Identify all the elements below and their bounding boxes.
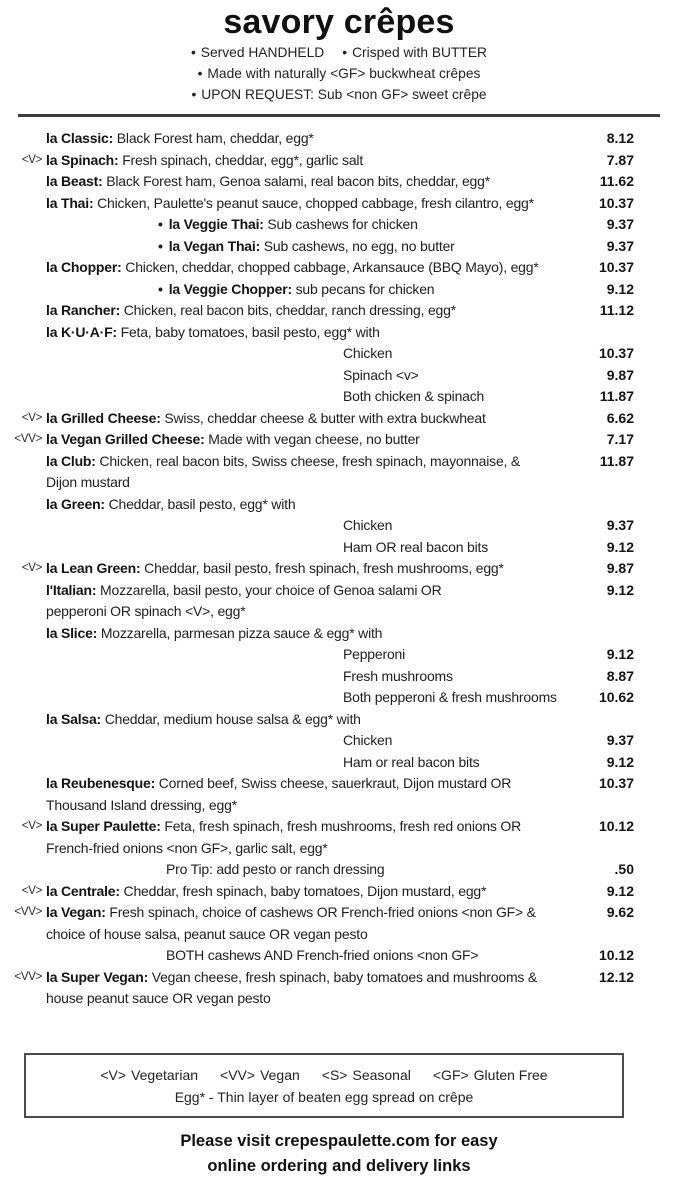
item-price: 12.12 (598, 968, 634, 985)
item-price: 10.12 (598, 818, 634, 834)
egg-note: Egg* - Thin layer of beaten egg spread on crêpe (174, 1088, 474, 1105)
item-price: 10.62 (598, 689, 634, 705)
menu-row-content (46, 128, 574, 150)
footer-line-2: online ordering and delivery links (207, 1156, 471, 1175)
header-bullet-text: Made with naturally <GF> buckwheat crêpes (207, 66, 481, 81)
item-price (574, 494, 634, 516)
item-name: l'Italian: (46, 581, 101, 598)
item-name: la Lean Green: (46, 560, 145, 576)
diet-tag (0, 752, 46, 774)
item-name: la Green: (46, 495, 109, 512)
diet-tag (0, 945, 46, 967)
item-desc-continued: Dijon mustard (46, 474, 130, 490)
item-desc: Chicken, cheddar, chopped cabbage, Arkansauce (BBQ Mayo), egg* (125, 259, 539, 275)
menu-row-content (46, 580, 574, 623)
menu-row-content (46, 171, 574, 193)
diet-tag: <V> (21, 562, 42, 574)
item-desc: Both chicken & spinach (343, 388, 485, 404)
diet-tag (0, 687, 46, 709)
legend-box (24, 1053, 624, 1118)
item-price: 9.12 (606, 882, 634, 899)
menu-row (0, 193, 634, 215)
item-price: 8.12 (606, 130, 634, 146)
item-desc: Ham OR real bacon bits (343, 538, 488, 555)
item-name: la K·U·A·F: (46, 323, 121, 340)
item-desc: Chicken (343, 732, 393, 748)
menu-row (0, 279, 634, 301)
item-price: 7.17 (606, 431, 634, 447)
legend-tag: <VV> (220, 1066, 256, 1083)
divider-rule (18, 114, 660, 117)
header-bullet-item (191, 42, 324, 63)
legend-tags-line (32, 1064, 616, 1086)
menu-row (0, 300, 634, 322)
item-price (574, 322, 634, 344)
menu-row-content (46, 558, 574, 580)
menu-row-content (46, 752, 574, 774)
item-desc: Spinach <v> (343, 366, 419, 383)
diet-tag: <VV> (14, 433, 42, 445)
item-price: 9.12 (606, 280, 634, 297)
menu-row-content (46, 193, 574, 215)
item-desc: Cheddar, basil pesto, egg* with (108, 495, 296, 512)
item-name: la Reubenesque: (46, 775, 159, 791)
diet-tag (0, 859, 46, 881)
item-desc-continued: pepperoni OR spinach <V>, egg* (46, 603, 246, 619)
legend-label: Vegetarian (131, 1066, 199, 1083)
item-desc: Cheddar, basil pesto, fresh spinach, fresh mushrooms, egg* (144, 560, 504, 576)
item-price: 9.12 (606, 581, 634, 598)
diet-tag (0, 128, 46, 150)
item-price: 10.37 (598, 194, 634, 211)
item-desc-continued: house peanut sauce OR vegan pesto (46, 990, 271, 1006)
menu-row-content (46, 451, 574, 494)
menu-row (0, 687, 634, 709)
page-title: savory crêpes (223, 3, 455, 41)
menu-row (0, 666, 634, 688)
item-price: 9.12 (606, 753, 634, 770)
diet-tag (0, 623, 46, 645)
diet-tag (0, 580, 46, 623)
item-price: 9.37 (606, 732, 634, 748)
item-price: 9.12 (606, 646, 634, 662)
footer-note (0, 1129, 678, 1179)
item-desc: Chicken, real bacon bits, Swiss cheese, fresh spinach, mayonnaise, & (99, 452, 521, 469)
diet-tag (0, 322, 46, 344)
item-price: 6.62 (606, 409, 634, 426)
item-name: la Beast: (46, 173, 107, 189)
legend-tag: <S> (321, 1066, 348, 1083)
item-name: la Vegan Thai: (168, 237, 264, 254)
item-price: 9.87 (606, 366, 634, 383)
menu-row (0, 451, 634, 494)
item-desc: Pepperoni (343, 646, 406, 662)
legend-label: Vegan (260, 1066, 300, 1083)
menu-row-content (46, 687, 574, 709)
menu-row (0, 343, 634, 365)
header-bullet-list (0, 42, 678, 105)
item-price: 10.37 (598, 775, 634, 791)
item-name: la Vegan Grilled Cheese: (46, 431, 209, 447)
item-desc: Fresh spinach, choice of cashews OR French-fried onions <non GF> & (109, 904, 536, 920)
menu-row (0, 214, 634, 236)
footer-line-1: Please visit crepespaulette.com for easy (180, 1131, 498, 1150)
diet-tag (0, 515, 46, 537)
item-price: 9.37 (606, 237, 634, 254)
header-bullet-line (0, 63, 678, 84)
menu-row-content (46, 365, 574, 387)
bullet-icon: • (190, 45, 196, 60)
legend-entry (220, 1064, 300, 1086)
item-price: .50 (614, 861, 634, 877)
diet-tag: <V> (21, 884, 42, 897)
diet-tag (0, 644, 46, 666)
item-desc: Cheddar, medium house salsa & egg* with (104, 710, 361, 727)
menu-row-content (46, 300, 574, 322)
diet-tag (0, 494, 46, 516)
item-price: 7.87 (606, 151, 634, 168)
item-price: 8.87 (606, 667, 634, 684)
item-desc: Chicken (343, 517, 393, 533)
menu-row (0, 580, 634, 623)
menu-row (0, 236, 634, 258)
header-bullet-line (0, 42, 678, 63)
menu-row-content (46, 644, 574, 666)
item-desc: Pro Tip: add pesto or ranch dressing (166, 861, 385, 877)
menu-row (0, 558, 634, 580)
item-desc: Chicken, Paulette's peanut sauce, chopped cabbage, fresh cilantro, egg* (97, 194, 534, 211)
menu-row-content (46, 773, 574, 816)
diet-tag: <VV> (14, 906, 42, 918)
diet-tag (0, 214, 46, 236)
item-name: la Club: (46, 452, 100, 469)
diet-tag (0, 257, 46, 279)
menu-row-content (46, 816, 574, 859)
menu-row (0, 429, 634, 451)
menu-row-content (46, 257, 574, 279)
header-bullet-line (0, 84, 678, 105)
item-name: la Slice: (46, 624, 101, 641)
menu-row (0, 709, 634, 731)
menu-row-content (46, 881, 574, 903)
legend-entry (433, 1064, 548, 1086)
menu-row (0, 881, 634, 903)
menu-row (0, 644, 634, 666)
item-name: la Classic: (46, 130, 117, 146)
header-bullet-item (191, 84, 486, 105)
bullet-icon: • (197, 66, 203, 81)
menu-row (0, 816, 634, 859)
menu-row (0, 537, 634, 559)
item-desc-continued: French-fried onions <non GF>, garlic salt, egg* (46, 839, 328, 856)
menu-row-content (46, 623, 574, 645)
menu-row-content (46, 236, 574, 258)
menu-row (0, 773, 634, 816)
legend-label: Seasonal (352, 1066, 411, 1083)
item-desc: Black Forest ham, Genoa salami, real bacon bits, cheddar, egg* (106, 173, 490, 189)
item-desc: Chicken, real bacon bits, cheddar, ranch dressing, egg* (123, 302, 456, 318)
legend-entry (322, 1064, 411, 1086)
item-desc: Mozzarella, parmesan pizza sauce & egg* with (100, 624, 383, 641)
item-name: la Super Vegan: (46, 968, 152, 985)
menu-row-content (46, 666, 574, 688)
menu-row (0, 494, 634, 516)
bullet-icon: • (158, 216, 163, 232)
menu-row (0, 365, 634, 387)
diet-tag (0, 709, 46, 731)
item-desc: Corned beef, Swiss cheese, sauerkraut, Dijon mustard OR (158, 775, 512, 791)
item-name: la Rancher: (46, 302, 124, 318)
item-name: la Spinach: (46, 151, 123, 168)
menu-row-content (46, 494, 574, 516)
item-price (574, 709, 634, 731)
menu-row (0, 171, 634, 193)
item-name: la Salsa: (46, 710, 105, 727)
item-desc: Black Forest ham, cheddar, egg* (116, 130, 314, 146)
diet-tag (0, 730, 46, 752)
item-desc: Cheddar, fresh spinach, baby tomatoes, Dijon mustard, egg* (123, 882, 487, 899)
item-desc: Chicken (343, 345, 393, 361)
menu-row (0, 128, 634, 150)
diet-tag (0, 343, 46, 365)
menu-row (0, 322, 634, 344)
diet-tag (0, 365, 46, 387)
item-price: 9.12 (606, 538, 634, 555)
menu-row-content (46, 967, 574, 1010)
diet-tag (0, 451, 46, 494)
item-desc: Sub cashews, no egg, no butter (263, 237, 455, 254)
menu-row-content (46, 537, 574, 559)
menu-row-content (46, 322, 574, 344)
item-price: 11.87 (599, 452, 634, 469)
bullet-icon: • (342, 45, 348, 60)
diet-tag (0, 300, 46, 322)
diet-tag (0, 236, 46, 258)
diet-tag (0, 666, 46, 688)
header-bullet-text: UPON REQUEST: Sub <non GF> sweet crêpe (201, 87, 487, 102)
menu-row (0, 945, 634, 967)
menu-row-content (46, 343, 574, 365)
menu-row-content (46, 214, 574, 236)
menu-row (0, 902, 634, 945)
menu-row-content (46, 429, 574, 451)
menu-row (0, 257, 634, 279)
menu-row (0, 515, 634, 537)
menu-row-content (46, 150, 574, 172)
item-price: 11.12 (599, 302, 634, 318)
item-name: la Vegan: (46, 904, 110, 920)
menu-row-content (46, 730, 574, 752)
diet-tag (0, 386, 46, 408)
diet-tag (0, 193, 46, 215)
item-name: la Veggie Thai: (168, 216, 268, 232)
diet-tag (0, 537, 46, 559)
bullet-icon: • (158, 237, 163, 254)
menu-row-content (46, 279, 574, 301)
menu-row-content (46, 408, 574, 430)
item-name: la Chopper: (46, 259, 126, 275)
item-price: 9.37 (606, 517, 634, 533)
item-desc: sub pecans for chicken (295, 280, 435, 297)
item-price: 11.62 (599, 173, 634, 189)
menu-row (0, 623, 634, 645)
menu-row-content (46, 945, 574, 967)
item-desc: Ham or real bacon bits (343, 753, 480, 770)
item-price (574, 623, 634, 645)
item-desc-continued: choice of house salsa, peanut sauce OR vegan pesto (46, 925, 368, 942)
diet-tag (0, 171, 46, 193)
item-price: 10.37 (598, 345, 634, 361)
diet-tag: <V> (21, 153, 42, 166)
diet-tag: <V> (21, 411, 42, 424)
item-name: la Thai: (46, 194, 98, 211)
menu-row (0, 408, 634, 430)
diet-tag (0, 279, 46, 301)
item-desc: Fresh mushrooms (343, 667, 453, 684)
menu-row (0, 730, 634, 752)
bullet-icon: • (191, 87, 197, 102)
menu-header (0, 0, 678, 105)
item-name: la Veggie Chopper: (168, 280, 296, 297)
bullet-icon: • (158, 280, 163, 297)
item-name: la Grilled Cheese: (46, 409, 165, 426)
menu-row-content (46, 515, 574, 537)
item-desc: BOTH cashews AND French-fried onions <non GF> (166, 947, 479, 963)
diet-tag: <VV> (14, 970, 42, 983)
legend-tag: <GF> (432, 1066, 469, 1083)
header-bullet-item (198, 63, 481, 84)
diet-tag (0, 773, 46, 816)
legend-label: Gluten Free (473, 1066, 548, 1083)
menu-row (0, 386, 634, 408)
item-desc: Both pepperoni & fresh mushrooms (343, 689, 557, 705)
menu-row-content (46, 709, 574, 731)
header-bullet-item (342, 42, 487, 63)
item-desc: Feta, fresh spinach, fresh mushrooms, fresh red onions OR (164, 818, 522, 834)
item-price: 9.37 (606, 216, 634, 232)
item-desc: Mozzarella, basil pesto, your choice of Genoa salami OR (100, 581, 442, 598)
legend-tag: <V> (100, 1066, 127, 1083)
item-desc: Sub cashews for chicken (267, 216, 418, 232)
item-desc: Vegan cheese, fresh spinach, baby tomatoes and mushrooms & (151, 968, 538, 985)
menu-row-content (46, 386, 574, 408)
header-bullet-text: Served HANDHELD (200, 45, 325, 60)
diet-tag: <V> (21, 820, 42, 832)
item-desc-continued: Thousand Island dressing, egg* (46, 796, 237, 813)
menu-row-content (46, 902, 574, 945)
item-desc: Fresh spinach, cheddar, egg*, garlic salt (122, 151, 364, 168)
item-price: 9.62 (606, 904, 634, 920)
menu-row (0, 859, 634, 881)
menu-row-content (46, 859, 574, 881)
item-price: 11.87 (599, 388, 634, 404)
item-desc: Swiss, cheddar cheese & butter with extra buckwheat (164, 409, 486, 426)
item-desc: Feta, baby tomatoes, basil pesto, egg* with (120, 323, 380, 340)
item-price: 9.87 (606, 560, 634, 576)
item-name: la Centrale: (46, 882, 124, 899)
legend-entry (100, 1064, 198, 1086)
menu-row (0, 967, 634, 1010)
item-name: la Super Paulette: (46, 818, 165, 834)
menu-item-list (0, 128, 634, 1010)
item-price: 10.12 (598, 947, 634, 963)
menu-row (0, 752, 634, 774)
item-price: 10.37 (598, 259, 634, 275)
item-desc: Made with vegan cheese, no butter (208, 431, 420, 447)
header-bullet-text: Crisped with BUTTER (352, 45, 488, 60)
menu-row (0, 150, 634, 172)
